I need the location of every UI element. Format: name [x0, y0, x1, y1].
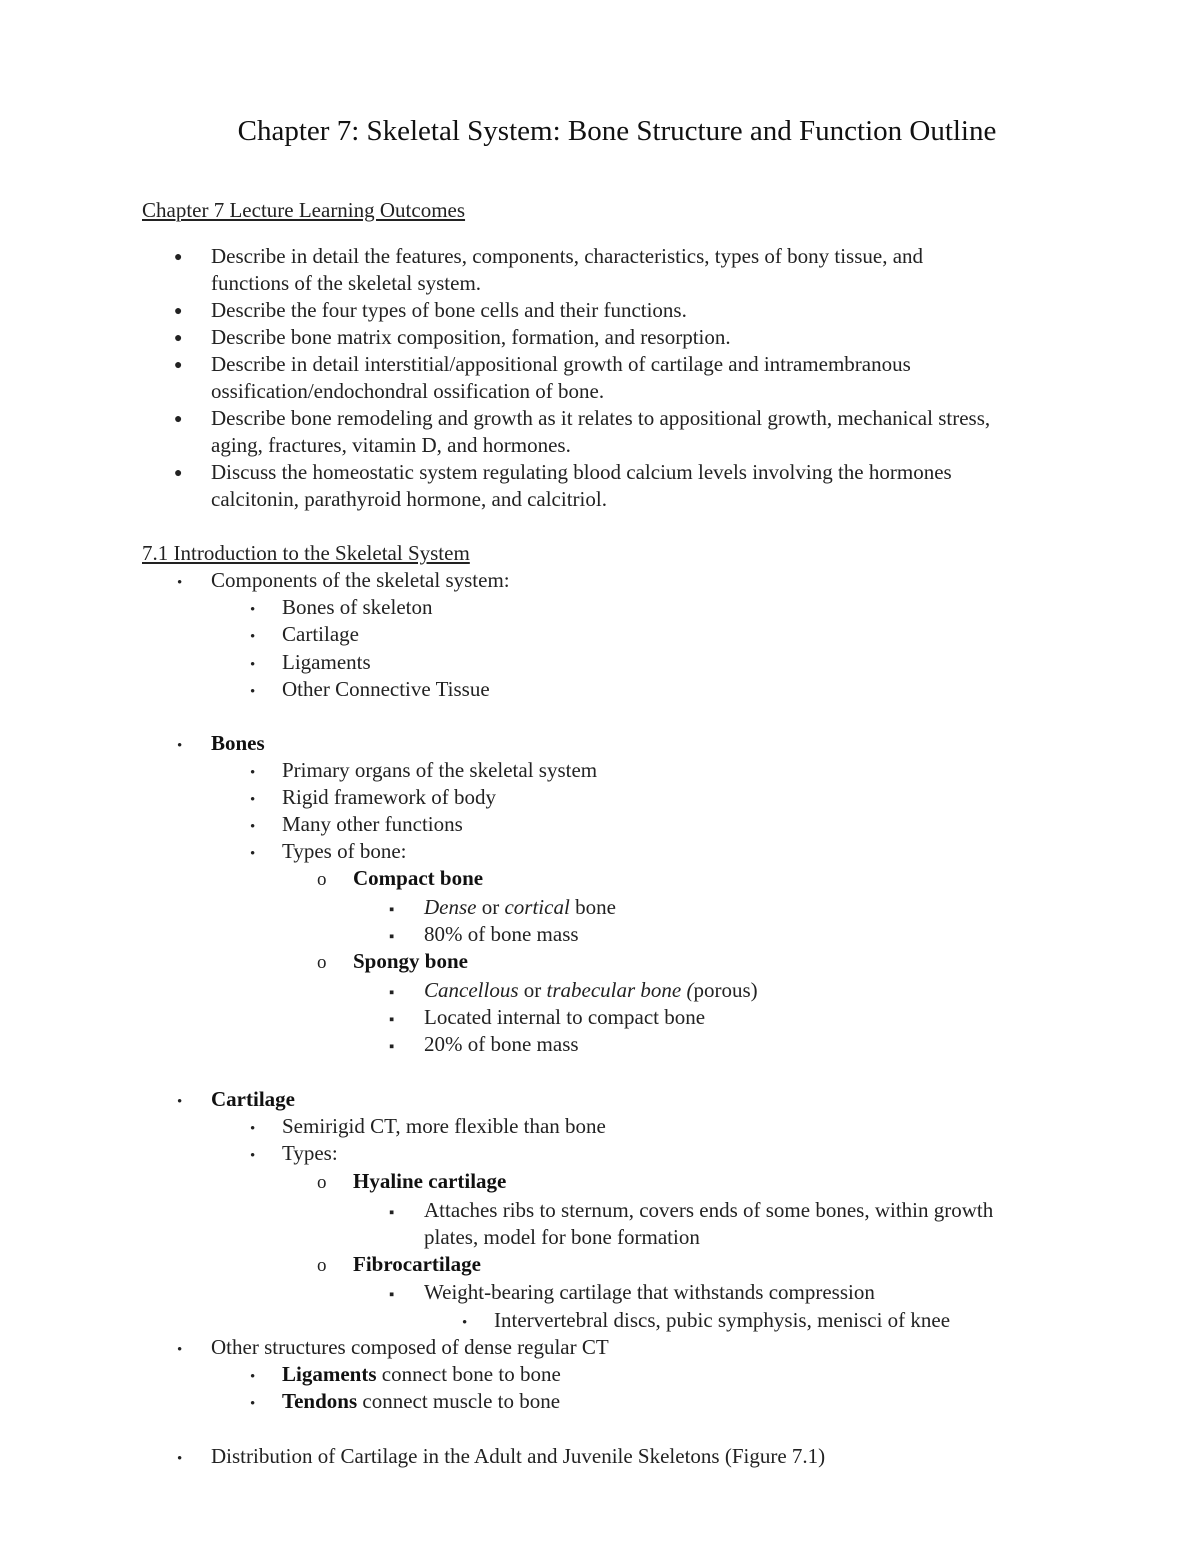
bullet — [174, 351, 182, 381]
list-item: Ligaments — [282, 650, 371, 674]
bullet — [389, 921, 394, 951]
list-item: Primary organs of the skeletal system — [282, 758, 598, 782]
list-item: Attaches ribs to sternum, covers ends of some bones, within growth — [424, 1198, 994, 1222]
outcome-item-5-cont: aging, fractures, vitamin D, and hormones. — [211, 433, 571, 457]
spongy-bone-label: Spongy bone — [353, 949, 468, 973]
outcome-item-1-cont: functions of the skeletal system. — [211, 271, 482, 295]
bullet — [317, 1251, 327, 1279]
bullet — [250, 1361, 255, 1391]
bullet — [250, 676, 255, 706]
bullet — [250, 1113, 255, 1143]
hyaline-label: Hyaline cartilage — [353, 1169, 507, 1193]
list-item: Many other functions — [282, 812, 463, 836]
bullet — [177, 567, 182, 597]
bullet — [389, 977, 394, 1007]
bullet — [177, 1334, 182, 1364]
list-item: Cartilage — [282, 622, 359, 646]
list-item: Types of bone: — [282, 839, 407, 863]
bullet — [317, 1168, 327, 1196]
bullet — [250, 1140, 255, 1170]
bullet — [250, 811, 255, 841]
bullet — [389, 1004, 394, 1034]
bullet — [250, 594, 255, 624]
page-title: Chapter 7: Skeletal System: Bone Structure and Function Outline — [237, 115, 997, 147]
compact-bone-label: Compact bone — [353, 866, 484, 890]
bullet — [389, 894, 394, 924]
list-item: Tendons connect muscle to bone — [282, 1389, 561, 1413]
list-item: Semirigid CT, more flexible than bone — [282, 1114, 606, 1138]
bullet — [389, 1279, 394, 1309]
outcome-item-6-cont: calcitonin, parathyroid hormone, and calcitriol. — [211, 487, 607, 511]
list-item: Types: — [282, 1141, 338, 1165]
list-item: Located internal to compact bone — [424, 1005, 706, 1029]
bullet — [250, 838, 255, 868]
bullet — [250, 784, 255, 814]
outcomes-heading: Chapter 7 Lecture Learning Outcomes — [142, 198, 466, 222]
bullet — [389, 1197, 394, 1227]
bullet — [317, 948, 327, 976]
list-item: Bones of skeleton — [282, 595, 433, 619]
bullet — [177, 1086, 182, 1116]
section-heading: 7.1 Introduction to the Skeletal System — [142, 541, 470, 565]
list-item: 80% of bone mass — [424, 922, 579, 946]
list-item: Weight-bearing cartilage that withstands compression — [424, 1280, 875, 1304]
list-item: Cancellous or trabecular bone (porous) — [424, 978, 758, 1002]
list-item: Dense or cortical bone — [424, 895, 616, 919]
bones-label: Bones — [211, 731, 265, 755]
bullet — [177, 1443, 182, 1473]
bullet — [462, 1307, 467, 1337]
bullet — [174, 297, 182, 327]
list-item: Rigid framework of body — [282, 785, 497, 809]
outcome-item-1: Describe in detail the features, components, characteristics, types of bony tissue, and — [211, 244, 924, 268]
outcome-item-2: Describe the four types of bone cells and their functions. — [211, 298, 687, 322]
components-label: Components of the skeletal system: — [211, 568, 510, 592]
bullet — [250, 621, 255, 651]
list-item: Other Connective Tissue — [282, 677, 490, 701]
other-structures-label: Other structures composed of dense regular CT — [211, 1335, 609, 1359]
bullet — [174, 459, 182, 489]
list-item: Ligaments connect bone to bone — [282, 1362, 561, 1386]
list-item: Distribution of Cartilage in the Adult and Juvenile Skeletons (Figure 7.1) — [211, 1444, 826, 1468]
outcome-item-3: Describe bone matrix composition, formation, and resorption. — [211, 325, 731, 349]
bullet — [317, 865, 327, 893]
bullet — [174, 324, 182, 354]
bullet — [250, 757, 255, 787]
bullet — [174, 405, 182, 435]
bullet — [174, 243, 182, 273]
list-item: 20% of bone mass — [424, 1032, 579, 1056]
outcome-item-6: Discuss the homeostatic system regulating blood calcium levels involving the hormones — [211, 460, 952, 484]
list-item: Intervertebral discs, pubic symphysis, menisci of knee — [494, 1308, 951, 1332]
outcome-item-4-cont: ossification/endochondral ossification of bone. — [211, 379, 605, 403]
list-item-cont: plates, model for bone formation — [424, 1225, 700, 1249]
cartilage-label: Cartilage — [211, 1087, 295, 1111]
fibrocartilage-label: Fibrocartilage — [353, 1252, 481, 1276]
bullet — [250, 1388, 255, 1418]
outcome-item-5: Describe bone remodeling and growth as it relates to appositional growth, mechanical stress, — [211, 406, 991, 430]
bullet — [250, 649, 255, 679]
outcome-item-4: Describe in detail interstitial/appositional growth of cartilage and intramembranous — [211, 352, 911, 376]
bullet — [389, 1031, 394, 1061]
bullet — [177, 730, 182, 760]
